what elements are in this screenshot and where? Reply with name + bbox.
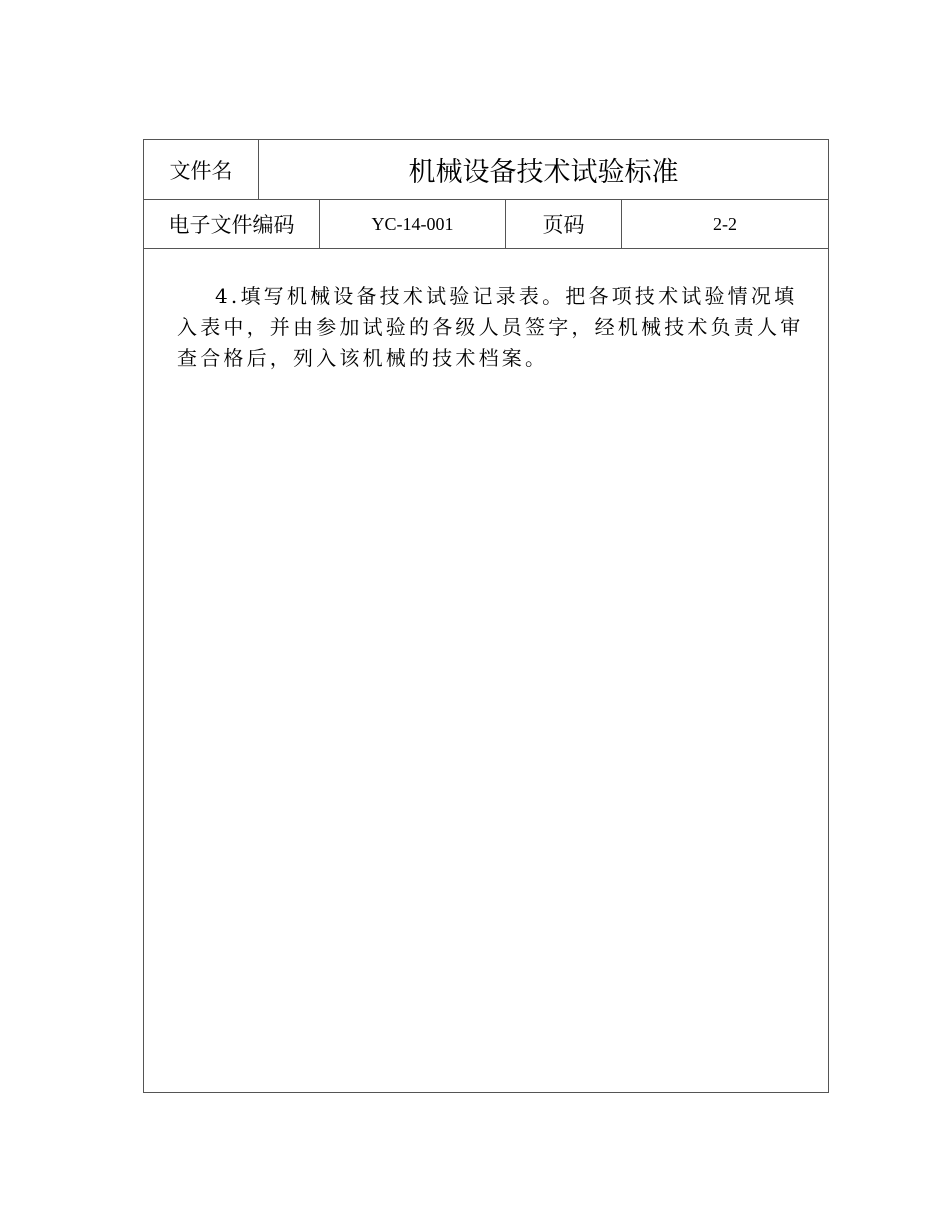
body-paragraph: 4.填写机械设备技术试验记录表。把各项技术试验情况填入表中，并由参加试验的各级人员签字，经机械技术负责人审查合格后，列入该机械的技术档案。 bbox=[177, 284, 804, 370]
file-code-label: 电子文件编码 bbox=[144, 200, 320, 248]
header-row-meta bbox=[144, 200, 828, 249]
file-code-value: YC-14-001 bbox=[320, 200, 506, 248]
document-title: 机械设备技术试验标准 bbox=[408, 157, 679, 188]
document-table bbox=[143, 139, 829, 1093]
header-row-title bbox=[144, 140, 828, 200]
filename-label: 文件名 bbox=[144, 140, 259, 199]
document-body bbox=[144, 249, 828, 1092]
page-value: 2-2 bbox=[713, 213, 737, 234]
page-label: 页码 bbox=[506, 200, 622, 248]
